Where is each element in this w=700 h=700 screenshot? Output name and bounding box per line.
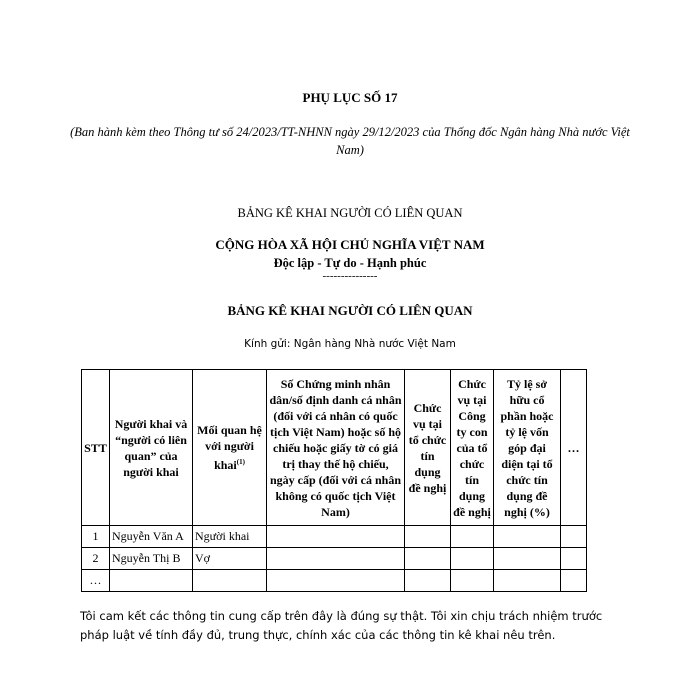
header-more-columns: … bbox=[561, 370, 587, 526]
header-stt: STT bbox=[82, 370, 110, 526]
addressee: Kính gửi: Ngân hàng Nhà nước Việt Nam bbox=[244, 338, 456, 350]
header-id-number: Số Chứng minh nhân dân/số định danh cá nhân (đối với cá nhân có quốc tịch Việt Nam) hoặc số hộ chiếu hoặc giấy tờ có giá trị thay thế hộ chiếu, ngày cấp (đối với cá nhân không có quốc tịch Việt Nam) bbox=[267, 370, 405, 526]
cell-position-ci bbox=[405, 548, 451, 570]
national-motto: Độc lập - Tự do - Hạnh phúc bbox=[273, 256, 427, 270]
cell-stt: 2 bbox=[82, 548, 110, 570]
cell-ownership-ratio bbox=[494, 548, 561, 570]
cell-relationship bbox=[193, 570, 267, 592]
cell-id-number bbox=[267, 570, 405, 592]
header-position-subsidiary: Chức vụ tại Công ty con của tổ chức tín dụng đề nghị bbox=[451, 370, 494, 526]
table-row bbox=[82, 548, 587, 570]
table-header-row bbox=[82, 370, 587, 526]
cell-stt: … bbox=[82, 570, 110, 592]
cell-position-ci bbox=[405, 570, 451, 592]
cell-ownership-ratio bbox=[494, 526, 561, 548]
cell-position-ci bbox=[405, 526, 451, 548]
cell-more bbox=[561, 570, 587, 592]
cell-relationship: Người khai bbox=[193, 526, 267, 548]
document-heading: BẢNG KÊ KHAI NGƯỜI CÓ LIÊN QUAN bbox=[237, 206, 463, 220]
declaration-table bbox=[81, 369, 587, 592]
cell-relationship: Vợ bbox=[193, 548, 267, 570]
cell-more bbox=[561, 548, 587, 570]
footnote-marker: (1) bbox=[236, 458, 245, 466]
cell-more bbox=[561, 526, 587, 548]
appendix-title: PHỤ LỤC SỐ 17 bbox=[302, 90, 398, 105]
cell-ownership-ratio bbox=[494, 570, 561, 592]
divider-line: --------------- bbox=[322, 270, 378, 282]
nation-title: CỘNG HÒA XÃ HỘI CHỦ NGHĨA VIỆT NAM bbox=[215, 237, 485, 252]
commitment-statement: Tôi cam kết các thông tin cung cấp trên đây là đúng sự thật. Tôi xin chịu trách nhiệm trước pháp luật về tính đầy đủ, trung thực, chính xác của các thông tin kê khai nêu trên. bbox=[80, 609, 603, 642]
table-row bbox=[82, 526, 587, 548]
issuance-note: (Ban hành kèm theo Thông tư số 24/2023/TT-NHNN ngày 29/12/2023 của Thống đốc Ngân hàng Nhà nước Việt Nam) bbox=[70, 125, 630, 157]
table-row bbox=[82, 570, 587, 592]
cell-position-subsidiary bbox=[451, 526, 494, 548]
cell-name bbox=[110, 570, 193, 592]
cell-name: Nguyễn Thị B bbox=[110, 548, 193, 570]
header-ownership-ratio: Tỷ lệ sở hữu cổ phần hoặc tỷ lệ vốn góp đại diện tại tổ chức tín dụng đề nghị (%) bbox=[494, 370, 561, 526]
cell-id-number bbox=[267, 526, 405, 548]
header-declarer: Người khai và “người có liên quan” của người khai bbox=[110, 370, 193, 526]
cell-position-subsidiary bbox=[451, 548, 494, 570]
header-relationship bbox=[193, 370, 267, 526]
header-relationship-label: Mối quan hệ với người khai bbox=[197, 423, 262, 472]
cell-stt: 1 bbox=[82, 526, 110, 548]
cell-name: Nguyễn Văn A bbox=[110, 526, 193, 548]
cell-position-subsidiary bbox=[451, 570, 494, 592]
form-title: BẢNG KÊ KHAI NGƯỜI CÓ LIÊN QUAN bbox=[227, 303, 473, 318]
cell-id-number bbox=[267, 548, 405, 570]
header-position-ci: Chức vụ tại tổ chức tín dụng đề nghị bbox=[405, 370, 451, 526]
